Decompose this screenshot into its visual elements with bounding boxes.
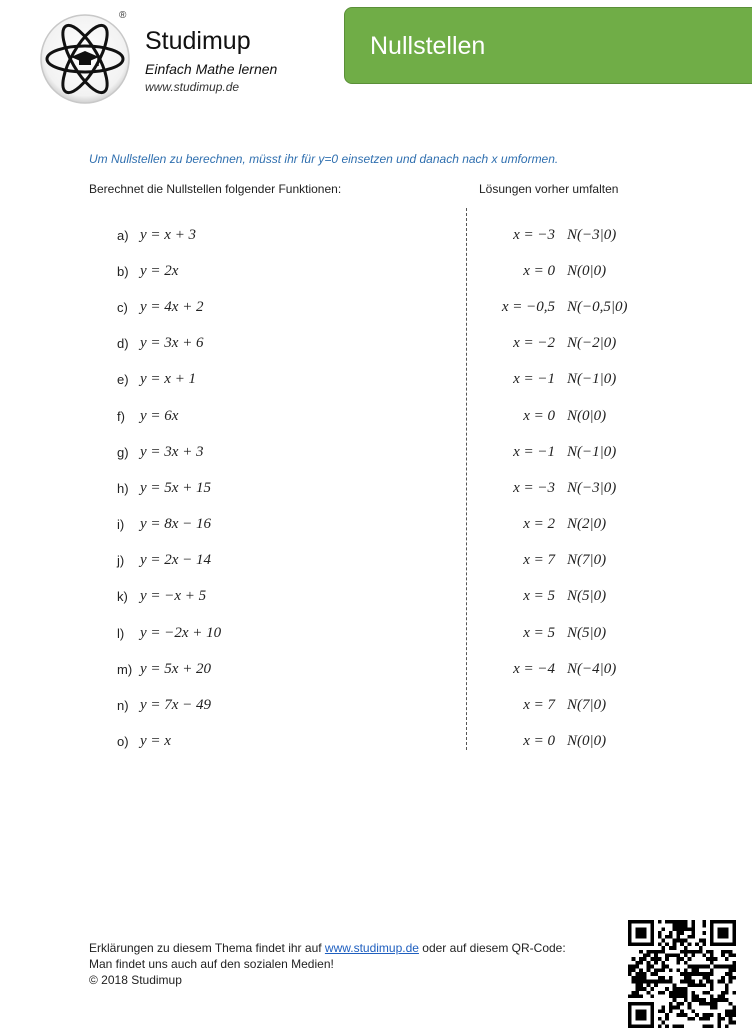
solution-list [470, 217, 720, 760]
solution-point: N(5|0) [567, 624, 607, 641]
problem-item [117, 434, 457, 470]
problem-equation: y = −x + 5 [140, 588, 207, 605]
solution-point: N(−2|0) [567, 335, 617, 352]
problem-label: e) [117, 372, 129, 388]
problem-label: a) [117, 227, 129, 243]
solution-x: x = −0,5 [501, 298, 555, 315]
solution-x: x = −2 [513, 335, 555, 352]
problem-label: b) [117, 263, 129, 279]
problem-label: n) [117, 698, 129, 714]
qr-code-icon[interactable] [628, 920, 736, 1028]
problem-equation: y = −2x + 10 [140, 624, 222, 641]
footer-text: oder auf diesem QR-Code: [418, 941, 566, 955]
fold-divider [466, 208, 467, 750]
problem-list [117, 217, 457, 760]
problem-label: m) [117, 661, 133, 677]
solution-point: N(−4|0) [567, 660, 617, 677]
solution-x: x = 7 [523, 552, 555, 569]
problem-equation: y = 2x − 14 [140, 552, 212, 569]
problem-label: i) [117, 517, 125, 533]
solution-item [470, 470, 720, 506]
solution-point: N(5|0) [567, 588, 607, 605]
solution-item [470, 362, 720, 398]
footer-line-1 [89, 940, 566, 956]
solution-point: N(0|0) [567, 262, 607, 279]
solution-x: x = −3 [513, 479, 555, 496]
footer [89, 940, 566, 988]
solution-point: N(7|0) [567, 697, 607, 714]
problem-equation: y = 7x − 49 [140, 697, 212, 714]
problem-label: h) [117, 480, 129, 496]
solution-item [470, 543, 720, 579]
problem-item [117, 687, 457, 723]
problem-label: l) [117, 625, 125, 641]
solution-point: N(7|0) [567, 552, 607, 569]
solution-point: N(0|0) [567, 407, 607, 424]
problem-equation: y = 3x + 3 [140, 443, 204, 460]
solution-x: x = 2 [523, 516, 555, 533]
solution-item [470, 615, 720, 651]
solution-item [470, 217, 720, 253]
solution-x: x = −1 [513, 443, 555, 460]
problem-item [117, 470, 457, 506]
atom-logo-icon [39, 13, 131, 105]
solution-item [470, 434, 720, 470]
solution-x: x = 0 [523, 407, 555, 424]
problem-equation: y = 5x + 20 [140, 660, 212, 677]
solution-x: x = 5 [523, 588, 555, 605]
problem-equation: y = x + 1 [140, 371, 197, 388]
copyright: © 2018 Studimup [89, 973, 182, 987]
solution-point: N(−0,5|0) [567, 298, 628, 315]
problem-item [117, 543, 457, 579]
problem-equation: y = 4x + 2 [140, 298, 204, 315]
problem-label: k) [117, 589, 128, 605]
problem-label: j) [117, 553, 125, 569]
solution-item [470, 507, 720, 543]
solution-x: x = 5 [523, 624, 555, 641]
problem-item [117, 398, 457, 434]
solution-point: N(−1|0) [567, 443, 617, 460]
solutions-heading: Lösungen vorher umfalten [479, 182, 619, 196]
problem-item [117, 507, 457, 543]
solution-x: x = 0 [523, 262, 555, 279]
problem-equation: y = 2x [140, 262, 179, 279]
solution-x: x = −3 [513, 226, 555, 243]
title-banner [344, 7, 752, 84]
registered-mark: ® [119, 10, 127, 21]
solution-point: N(2|0) [567, 516, 607, 533]
problem-equation: y = x + 3 [140, 226, 197, 243]
problem-item [117, 289, 457, 325]
solution-x: x = −4 [513, 660, 555, 677]
problem-label: o) [117, 734, 129, 750]
problem-item [117, 651, 457, 687]
solution-item [470, 687, 720, 723]
solution-x: x = 7 [523, 697, 555, 714]
solution-point: N(−3|0) [567, 479, 617, 496]
problem-equation: y = x [140, 733, 171, 750]
solution-item [470, 579, 720, 615]
problem-equation: y = 8x − 16 [140, 516, 212, 533]
problem-item [117, 217, 457, 253]
problem-equation: y = 3x + 6 [140, 335, 204, 352]
problem-item [117, 326, 457, 362]
solution-item [470, 651, 720, 687]
problem-equation: y = 5x + 15 [140, 479, 212, 496]
problem-label: d) [117, 336, 129, 352]
footer-line-2: Man findet uns auch auf den sozialen Medien! [89, 957, 334, 971]
solution-x: x = 0 [523, 733, 555, 750]
studimup-link[interactable]: www.studimup.de [324, 941, 419, 955]
brand-tagline: Einfach Mathe lernen [145, 61, 278, 77]
solution-point: N(0|0) [567, 733, 607, 750]
problem-label: g) [117, 444, 129, 460]
footer-text: Erklärungen zu diesem Thema findet ihr auf [89, 941, 325, 955]
solution-item [470, 398, 720, 434]
solution-point: N(−3|0) [567, 226, 617, 243]
problem-item [117, 579, 457, 615]
solution-point: N(−1|0) [567, 371, 617, 388]
problem-label: f) [117, 408, 125, 424]
brand-name: Studimup [145, 27, 251, 55]
page-title: Nullstellen [370, 32, 486, 60]
problem-item [117, 724, 457, 760]
solution-item [470, 253, 720, 289]
problem-item [117, 362, 457, 398]
solution-item [470, 326, 720, 362]
solution-x: x = −1 [513, 371, 555, 388]
problem-equation: y = 6x [140, 407, 179, 424]
task-heading: Berechnet die Nullstellen folgender Funktionen: [89, 182, 342, 196]
problem-item [117, 253, 457, 289]
solution-item [470, 289, 720, 325]
brand-url: www.studimup.de [145, 80, 240, 94]
solution-item [470, 724, 720, 760]
problem-label: c) [117, 299, 128, 315]
problem-item [117, 615, 457, 651]
intro-text: Um Nullstellen zu berechnen, müsst ihr für y=0 einsetzen und danach nach x umformen. [89, 152, 559, 166]
